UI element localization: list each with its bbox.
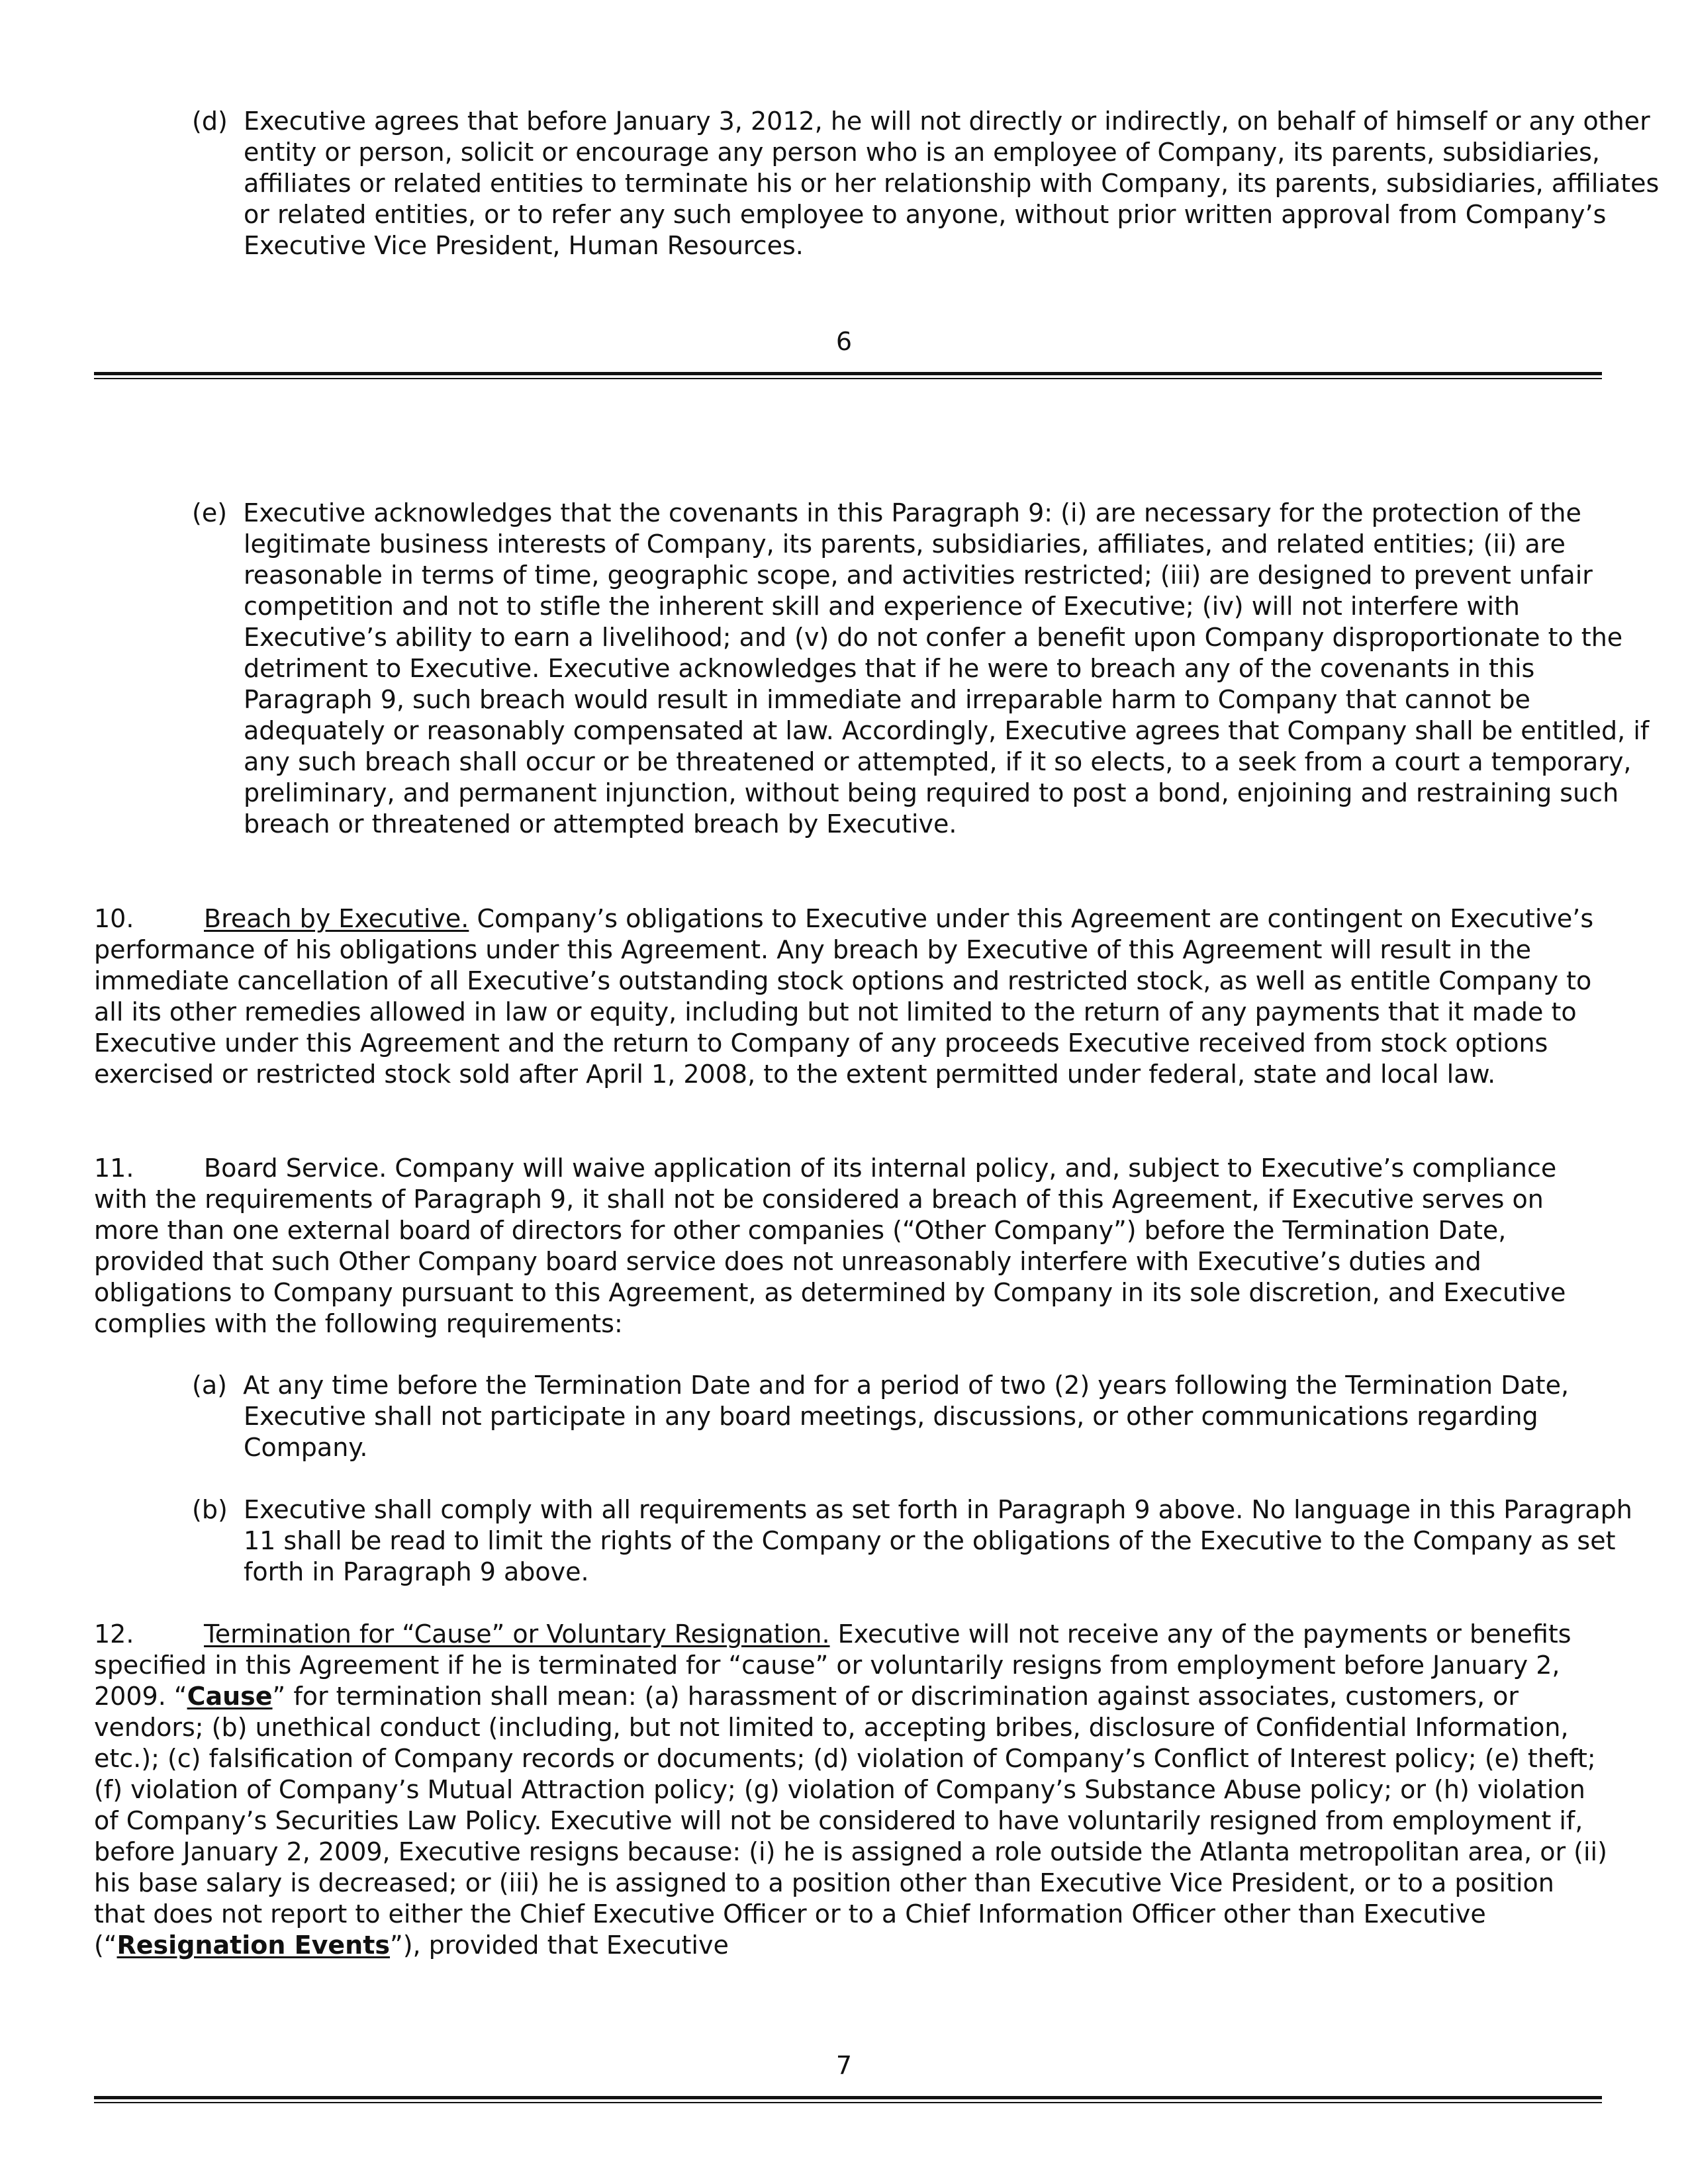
item-text: At any time before the Termination Date and for a period of two (2) years following the Termination Date, Executive shall not participate in any board meetings, discussions, or other communications regarding Company. — [243, 1371, 1570, 1462]
paragraph-text: Board Service. Company will waive application of its internal policy, and, subject to Executive’s compliance with the requirements of Paragraph 9, it shall not be considered a breach of this Agreement, if Executive serves on more than one external board of directors for other companies (“Other Company”) before the Termination Date, provided that such Other Company board service does not unreasonably interfere with Executive’s duties and obligations to Company pursuant to this Agreement, as determined by Company in its sole discretion, and Executive complies with the following requirements: — [94, 1154, 1566, 1338]
item-text: Executive agrees that before January 3, 2012, he will not directly or indirectly, on behalf of himself or any other entity or person, solicit or encourage any person who is an employee of Company, its parents, subsidiaries, affiliates or related entities to terminate his or her relationship with Company, its parents, subsidiaries, affiliates or related entities, or to refer any such employee to anyone, without prior written approval from Company’s Executive Vice President, Human Resources. — [243, 107, 1660, 260]
paragraph-12 — [94, 1619, 1610, 1961]
page-divider — [94, 378, 1602, 379]
page-divider — [94, 2102, 1602, 2103]
item-label: (a) — [192, 1371, 227, 1400]
paragraph-number: 11. — [94, 1154, 134, 1183]
list-item-a — [192, 1370, 1660, 1463]
page-divider — [94, 372, 1602, 375]
list-item-b — [192, 1494, 1660, 1588]
paragraph-text: Company’s obligations to Executive under this Agreement are contingent on Executive’s performance of his obligations under this Agreement. Any breach by Executive of this Agreement will result in the immediate cancellation of all Executive’s outstanding stock options and restricted stock, as well as entitle Company to all its other remedies allowed in law or equity, including but not limited to the return of any payments that it made to Executive under this Agreement and the return to Company of any proceeds Executive received from stock options exercised or restricted stock sold after April 1, 2008, to the extent permitted under federal, state and local law. — [94, 904, 1594, 1089]
paragraph-10 — [94, 903, 1610, 1090]
page-number: 7 — [835, 2051, 853, 2080]
paragraph-number: 10. — [94, 904, 134, 933]
item-text: Executive shall comply with all requirements as set forth in Paragraph 9 above. No language in this Paragraph 11 shall be read to limit the rights of the Company or the obligations of the Executive to the Company as set forth in Paragraph 9 above. — [243, 1495, 1632, 1586]
list-item-d — [192, 106, 1660, 261]
defined-term-cause: Cause — [187, 1682, 273, 1711]
paragraph-text: ”), provided that Executive — [390, 1931, 729, 1960]
item-label: (e) — [192, 498, 228, 527]
paragraph-text: Executive will not receive any of the payments or benefits specified in this Agreement if he is terminated for “cause” or voluntarily resigns from employment before January 2, 2009. “ — [94, 1619, 1571, 1711]
paragraph-11 — [94, 1153, 1610, 1340]
item-label: (d) — [192, 107, 228, 136]
item-text: Executive acknowledges that the covenants in this Paragraph 9: (i) are necessary for the protection of the legitimate business interests of Company, its parents, subsidiaries, affiliates, and related entities; (ii) are reasonable in terms of time, geographic scope, and activities restricted; (iii) are designed to prevent unfair competition and not to stifle the inherent skill and experience of Executive; (iv) will not interfere with Executive’s ability to earn a livelihood; and (v) do not confer a benefit upon Company disproportionate to the detriment to Executive. Executive acknowledges that if he were to breach any of the covenants in this Paragraph 9, such breach would result in immediate and irreparable harm to Company that cannot be adequately or reasonably compensated at law. Accordingly, Executive agrees that Company shall be entitled, if any such breach shall occur or be threatened or attempted, if it so elects, to a seek from a court a temporary, preliminary, and permanent injunction, without being required to post a bond, enjoining and restraining such breach or threatened or attempted breach by Executive. — [243, 498, 1650, 839]
item-label: (b) — [192, 1495, 228, 1524]
paragraph-heading: Breach by Executive. — [204, 904, 469, 933]
paragraph-heading: Termination for “Cause” or Voluntary Resignation. — [204, 1619, 830, 1649]
defined-term-resignation-events: Resignation Events — [117, 1931, 391, 1960]
page-number: 6 — [835, 327, 853, 356]
list-item-e — [192, 498, 1660, 840]
paragraph-text: ” for termination shall mean: (a) harassment of or discrimination against associates, customers, or vendors; (b) unethical conduct (including, but not limited to, accepting bribes, disclosure of Confidential Information, etc.); (c) falsification of Company records or documents; (d) violation of Company’s Conflict of Interest policy; (e) theft; (f) violation of Company’s Mutual Attraction policy; (g) violation of Company’s Substance Abuse policy; or (h) violation of Company’s Securities Law Policy. Executive will not be considered to have voluntarily resigned from employment if, before January 2, 2009, Executive resigns because: (i) he is assigned a role outside the Atlanta metropolitan area, or (ii) his base salary is decreased; or (iii) he is assigned to a position other than Executive Vice President, or to a position that does not report to either the Chief Executive Officer or to a Chief Information Officer other than Executive (“ — [94, 1682, 1607, 1960]
paragraph-number: 12. — [94, 1619, 134, 1649]
page-divider — [94, 2096, 1602, 2099]
